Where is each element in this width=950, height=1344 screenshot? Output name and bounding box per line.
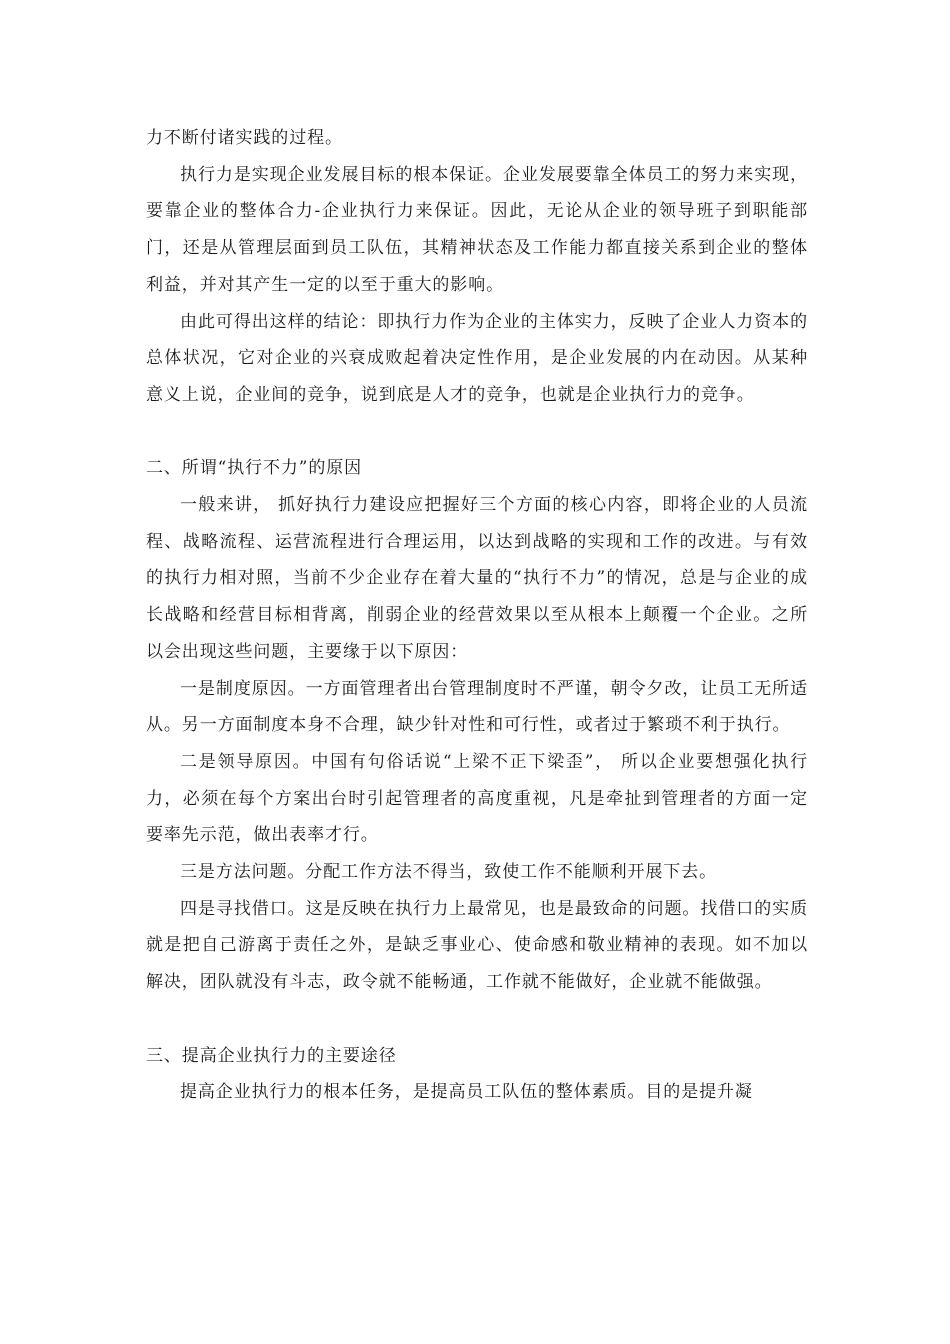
paragraph-reason-system: 一是制度原因。一方面管理者出台管理制度时不严谨，朝令夕改，让员工无所适从。另一方面制度本身不合理，缺少针对性和可行性，或者过于繁琐不利于执行。: [146, 678, 808, 736]
paragraph-execution-guarantee: 执行力是实现企业发展目标的根本保证。企业发展要靠全体员工的努力来实现，要靠企业的整体合力-企业执行力来保证。因此，无论从企业的领导班子到职能部门，还是从管理层面到员工队伍，其精神状态及工作能力都直接关系到企业的整体利益，并对其产生一定的以至于重大的影响。: [146, 164, 808, 295]
paragraph-general: 一般来讲， 抓好执行力建设应把握好三个方面的核心内容，即将企业的人员流程、战略流程、运营流程进行合理运用，以达到战略的实现和工作的改进。与有效的执行力相对照，当前不少企业存在着大量的“执行不力”的情况，总是与企业的成长战略和经营目标相背离，削弱企业的经营效果以至从根本上颠覆一个企业。之所以会出现这些问题，主要缘于以下原因：: [146, 495, 808, 662]
paragraph-reason-excuses: 四是寻找借口。这是反映在执行力上最常见，也是最致命的问题。找借口的实质就是把自己游离于责任之外，是缺乏事业心、使命感和敬业精神的表现。如不加以解决，团队就没有斗志，政令就不能畅通，工作就不能做好，企业就不能做强。: [146, 898, 808, 993]
section-heading-3: 三、提高企业执行力的主要途径: [146, 1045, 397, 1066]
document-page: [146, 120, 808, 1111]
paragraph-reason-leadership: 二是领导原因。中国有句俗话说“上梁不正下梁歪”， 所以企业要想强化执行力，必须在每个方案出台时引起管理者的高度重视，凡是牵扯到管理者的方面一定要率先示范，做出表率才行。: [146, 751, 808, 846]
paragraph-improvement: 提高企业执行力的根本任务，是提高员工队伍的整体素质。目的是提升凝: [180, 1082, 753, 1103]
paragraph-conclusion: 由此可得出这样的结论：即执行力作为企业的主体实力，反映了企业人力资本的总体状况，它对企业的兴衰成败起着决定性作用，是企业发展的内在动因。从某种意义上说，企业间的竞争，说到底是人才的竞争，也就是企业执行力的竞争。: [146, 311, 808, 405]
paragraph-continuation: 力不断付诸实践的过程。: [146, 128, 343, 148]
section-heading-2: 二、所谓“执行不力”的原因: [146, 458, 363, 479]
paragraph-reason-method: 三是方法问题。分配工作方法不得当，致使工作不能顺利开展下去。: [180, 862, 717, 883]
section-gap: [146, 414, 808, 451]
section-gap: [146, 1001, 808, 1038]
